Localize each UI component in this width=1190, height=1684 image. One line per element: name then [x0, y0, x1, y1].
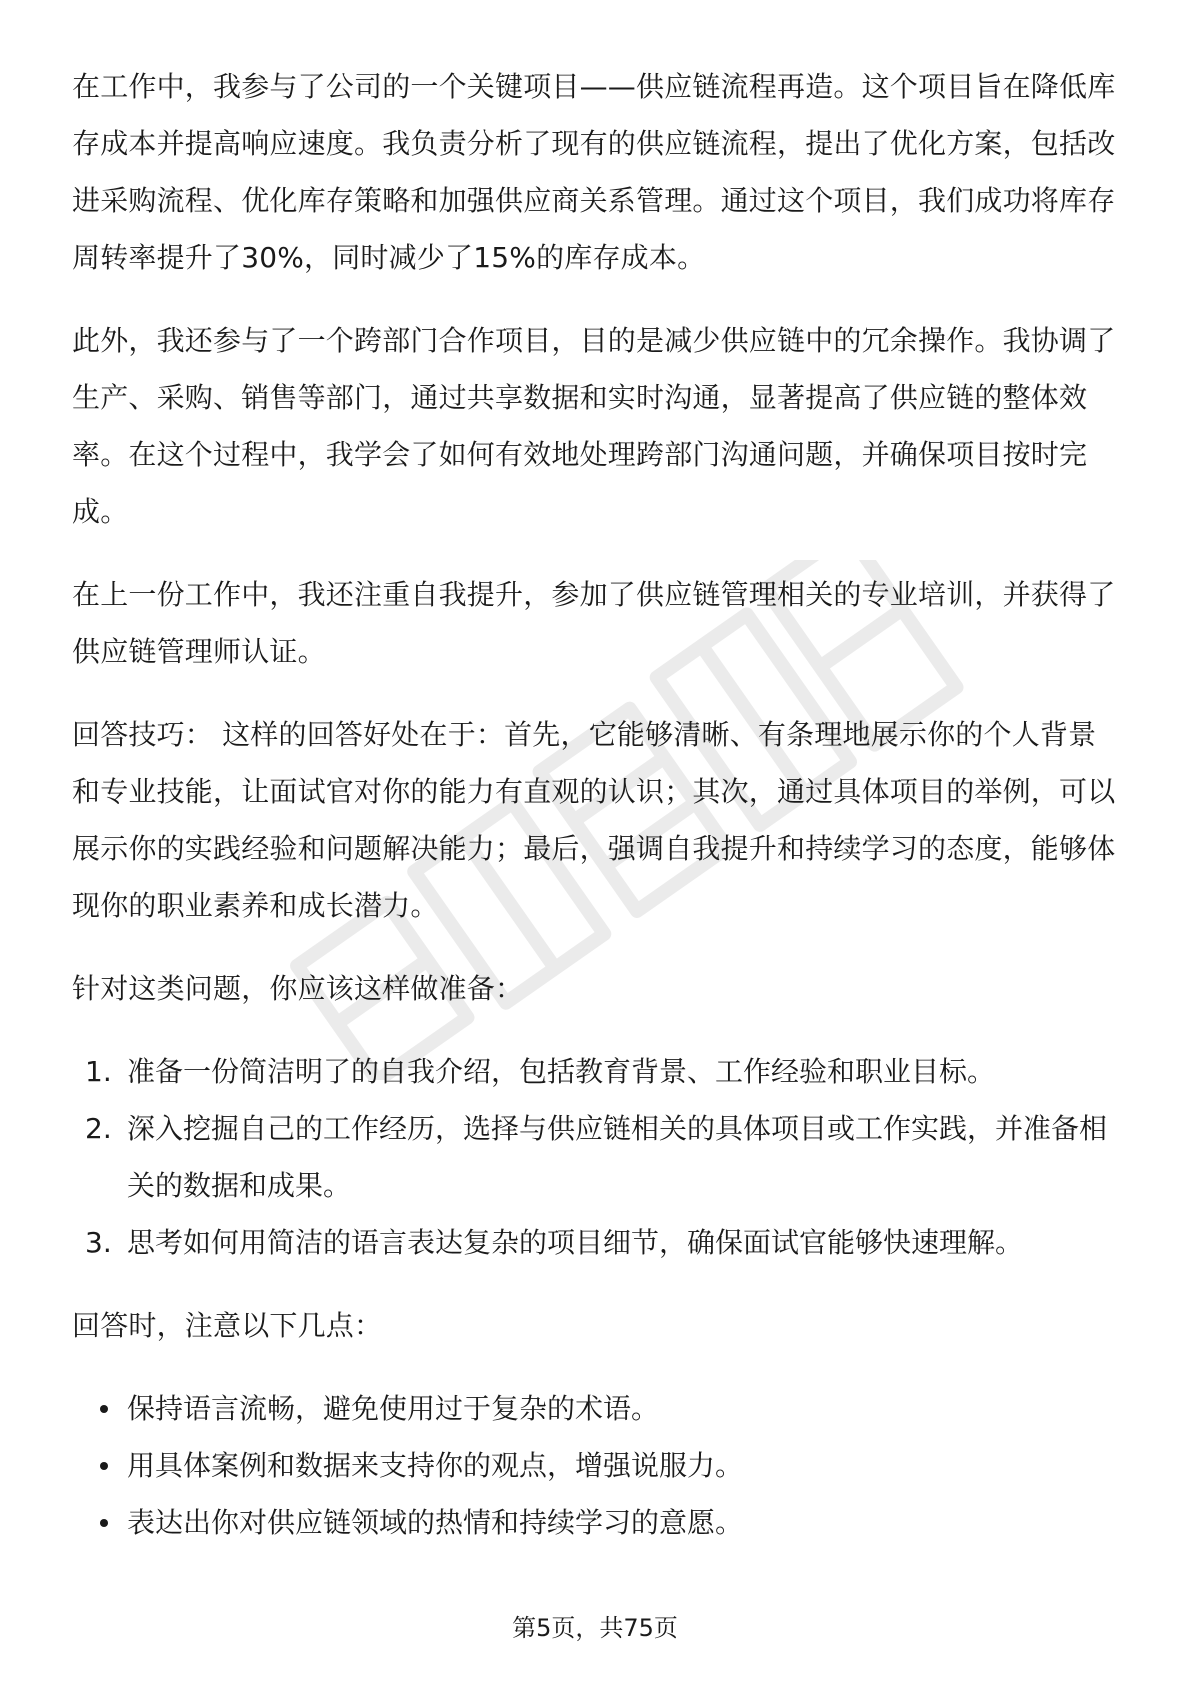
- page-number-footer: 第5页，共75页: [512, 1614, 678, 1642]
- list-item-text: 深入挖掘自己的工作经历，选择与供应链相关的具体项目或工作实践，并准备相关的数据和成果。: [127, 1112, 1108, 1202]
- document-body: [72, 58, 1122, 1577]
- list-item-text: 保持语言流畅，避免使用过于复杂的术语。: [127, 1392, 660, 1425]
- paragraph-project-1: 在工作中，我参与了公司的一个关键项目——供应链流程再造。这个项目旨在降低库存成本并提高响应速度。我负责分析了现有的供应链流程，提出了优化方案，包括改进采购流程、优化库存策略和加强供应商关系管理。通过这个项目，我们成功将库存周转率提升了30%，同时减少了15%的库存成本。: [72, 70, 1116, 274]
- list-item-text: 表达出你对供应链领域的热情和持续学习的意愿。: [127, 1506, 744, 1539]
- list-item-text: 用具体案例和数据来支持你的观点，增强说服力。: [127, 1449, 744, 1482]
- paragraph-self-improvement: 在上一份工作中，我还注重自我提升，参加了供应链管理相关的专业培训，并获得了供应链管理师认证。: [72, 578, 1116, 668]
- list-item: [72, 1100, 1122, 1214]
- list-item: [72, 1043, 1122, 1100]
- list-item-text: 准备一份简洁明了的自我介绍，包括教育背景、工作经验和职业目标。: [127, 1055, 996, 1088]
- list-item-number: 2.: [85, 1112, 112, 1145]
- list-item: [72, 1214, 1122, 1271]
- bullet-icon: [100, 1462, 108, 1470]
- bullet-icon: [100, 1405, 108, 1413]
- paragraph-answer-tips: 回答技巧： 这样的回答好处在于：首先，它能够清晰、有条理地展示你的个人背景和专业技能，让面试官对你的能力有直观的认识；其次，通过具体项目的举例，可以展示你的实践经验和问题解决能力；最后，强调自我提升和持续学习的态度，能够体现你的职业素养和成长潜力。: [72, 718, 1116, 922]
- list-item: [72, 1380, 1122, 1437]
- list-item: [72, 1437, 1122, 1494]
- prep-list: [72, 1043, 1122, 1271]
- bullet-icon: [100, 1519, 108, 1527]
- list-item: [72, 1494, 1122, 1551]
- paragraph-project-2: 此外，我还参与了一个跨部门合作项目，目的是减少供应链中的冗余操作。我协调了生产、采购、销售等部门，通过共享数据和实时沟通，显著提高了供应链的整体效率。在这个过程中，我学会了如何有效地处理跨部门沟通问题，并确保项目按时完成。: [72, 324, 1116, 528]
- tips-list: [72, 1380, 1122, 1551]
- list-item-number: 1.: [85, 1055, 112, 1088]
- paragraph-tips-intro: 回答时，注意以下几点：: [72, 1309, 383, 1342]
- paragraph-prep-intro: 针对这类问题，你应该这样做准备：: [72, 972, 524, 1005]
- list-item-number: 3.: [85, 1226, 112, 1259]
- list-item-text: 思考如何用简洁的语言表达复杂的项目细节，确保面试官能够快速理解。: [127, 1226, 1024, 1259]
